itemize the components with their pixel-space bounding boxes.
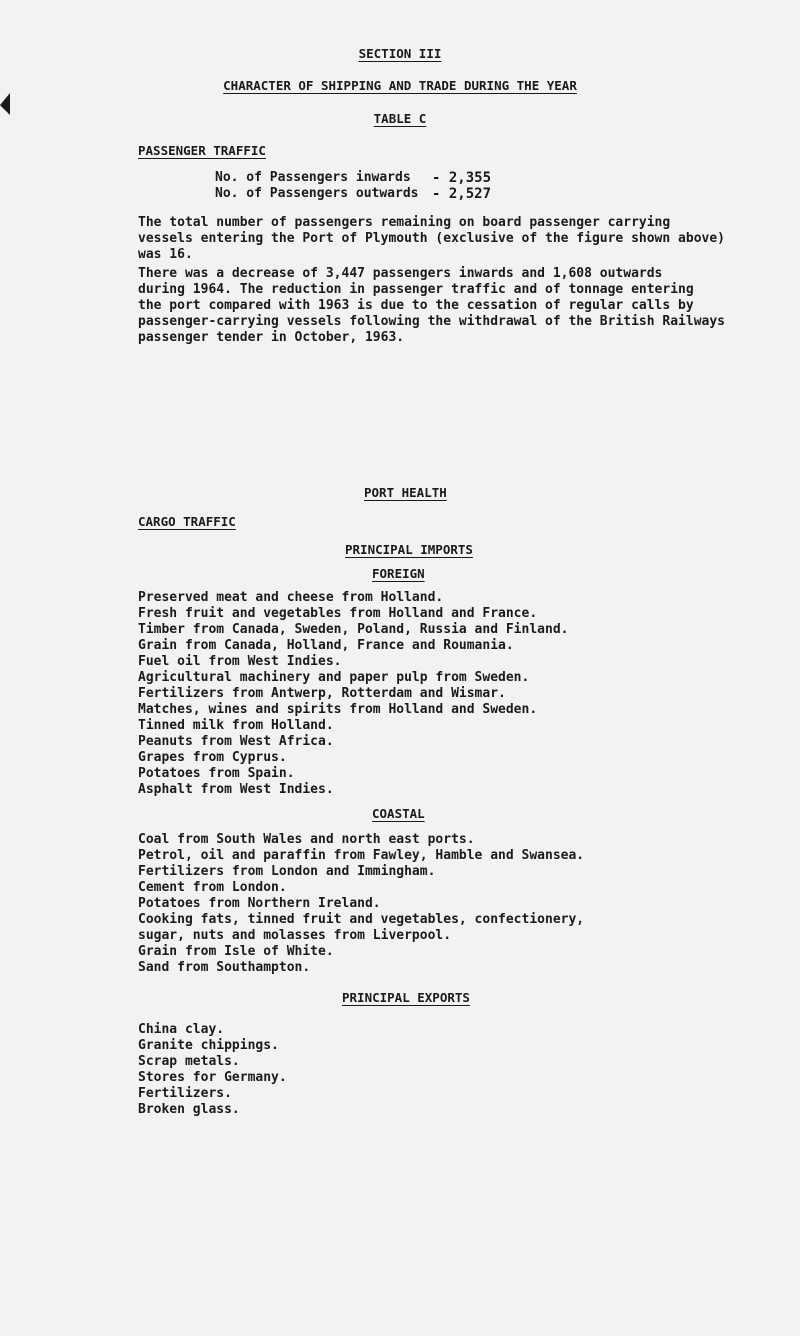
list-item: Broken glass. <box>138 1102 240 1117</box>
passengers-inwards-label: No. of Passengers inwards <box>215 170 411 185</box>
passenger-paragraph-1: The total number of passengers remaining on board passenger carrying vessels entering the Port of Plymouth (exclusive of the figure shown above) was 16. <box>138 215 725 262</box>
list-item: Sand from Southampton. <box>138 960 311 975</box>
principal-exports-heading: PRINCIPAL EXPORTS <box>342 990 470 1005</box>
list-item: Peanuts from West Africa. <box>138 734 334 749</box>
list-item: Tinned milk from Holland. <box>138 718 334 733</box>
list-item: Stores for Germany. <box>138 1070 287 1085</box>
principal-imports-heading: PRINCIPAL IMPORTS <box>345 542 473 557</box>
passengers-outwards-label: No. of Passengers outwards <box>215 186 419 201</box>
list-item: Potatoes from Northern Ireland. <box>138 896 381 911</box>
list-item: Petrol, oil and paraffin from Fawley, Hamble and Swansea. <box>138 848 585 863</box>
foreign-heading: FOREIGN <box>372 566 425 581</box>
list-item: Fuel oil from West Indies. <box>138 654 342 669</box>
chapter-heading: CHARACTER OF SHIPPING AND TRADE DURING THE YEAR <box>223 78 577 93</box>
passenger-paragraph-2: There was a decrease of 3,447 passengers inwards and 1,608 outwards during 1964. The reduction in passenger traffic and of tonnage entering the port compared with 1963 is due to the cessation of regular calls by passenger-carrying vessels following the withdrawal of the British Railways passenger tender in October, 1963. <box>138 266 725 345</box>
list-item: Grain from Isle of White. <box>138 944 334 959</box>
coastal-imports-list <box>138 832 584 976</box>
table-heading: TABLE C <box>373 111 427 126</box>
passenger-traffic-heading: PASSENGER TRAFFIC <box>138 143 266 158</box>
port-health-heading: PORT HEALTH <box>364 485 447 500</box>
passengers-inwards-value: - 2,355 <box>432 170 492 186</box>
list-item: Asphalt from West Indies. <box>138 782 334 797</box>
list-item: Cooking fats, tinned fruit and vegetables, confectionery, sugar, nuts and molasses from Liverpool. <box>138 912 585 943</box>
list-item: Coal from South Wales and north east ports. <box>138 832 475 847</box>
list-item: Matches, wines and spirits from Holland and Sweden. <box>138 702 538 717</box>
exports-list <box>138 1022 287 1118</box>
list-item: Fertilizers from Antwerp, Rotterdam and Wismar. <box>138 686 506 701</box>
list-item: China clay. <box>138 1022 225 1037</box>
list-item: Potatoes from Spain. <box>138 766 295 781</box>
section-heading: SECTION III <box>358 46 442 61</box>
passengers-outwards-value: - 2,527 <box>432 186 492 202</box>
list-item: Preserved meat and cheese from Holland. <box>138 590 444 605</box>
list-item: Scrap metals. <box>138 1054 240 1069</box>
list-item: Agricultural machinery and paper pulp from Sweden. <box>138 670 530 685</box>
coastal-heading: COASTAL <box>372 806 425 821</box>
cargo-traffic-heading: CARGO TRAFFIC <box>138 514 236 529</box>
list-item: Fertilizers from London and Immingham. <box>138 864 436 879</box>
list-item: Fresh fruit and vegetables from Holland and France. <box>138 606 538 621</box>
list-item: Fertilizers. <box>138 1086 232 1101</box>
foreign-imports-list <box>138 590 568 798</box>
list-item: Cement from London. <box>138 880 287 895</box>
list-item: Grapes from Cyprus. <box>138 750 287 765</box>
list-item: Timber from Canada, Sweden, Poland, Russia and Finland. <box>138 622 569 637</box>
list-item: Grain from Canada, Holland, France and Roumania. <box>138 638 514 653</box>
list-item: Granite chippings. <box>138 1038 279 1053</box>
